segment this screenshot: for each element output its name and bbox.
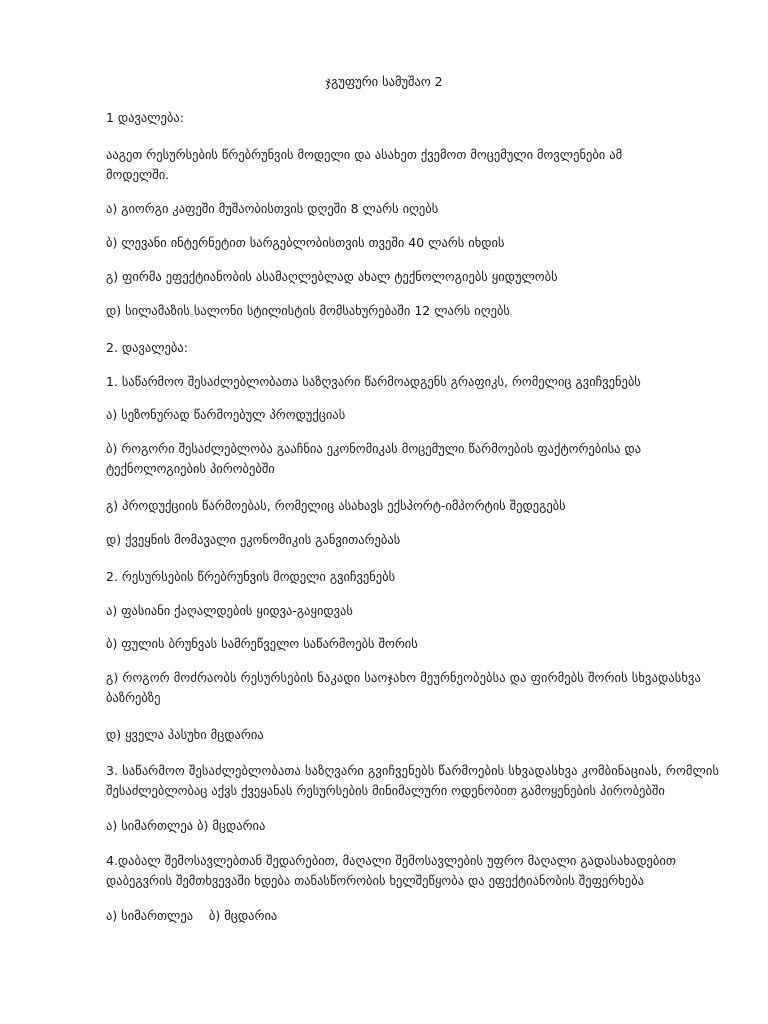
question-4-options: ა) სიმართლეა ბ) მცდარია (106, 908, 278, 923)
task-1-item-b: ბ) ლევანი ინტერნეტით სარგებლობისთვის თვეში 40 ლარს იხდის (106, 235, 505, 250)
question-3: 3. საწარმოო შესაძლებლობათა საზღვარი გვიჩვენებს წარმოების სხვადასხვა კომბინაციას, რომლის (106, 763, 720, 778)
question-1-option-d: დ) ქვეყნის მომავალი ეკონომიკის განვითარებას (106, 532, 401, 547)
question-1-option-a: ა) სეზონურად წარმოებულ პროდუქციას (106, 407, 346, 422)
question-1-option-b-cont: ტექნოლოგიების პირობებში (106, 461, 275, 476)
task-1-instruction-cont: მოდელში. (106, 167, 170, 182)
question-2: 2. რესურსების წრებრუნვის მოდელი გვიჩვენებს (106, 569, 396, 584)
document-title: ჯგუფური სამუშაო 2 (325, 74, 443, 89)
task-1-instruction: ააგეთ რესურსების წრებრუნვის მოდელი და ასახეთ ქვემოთ მოცემული მოვლენები ამ (106, 147, 623, 162)
task-1-item-a: ა) გიორგი კაფეში მუშაობისთვის დღეში 8 ლარს იღებს (106, 201, 439, 216)
question-4: 4.დაბალ შემოსავლებთან შედარებით, მაღალი შემოსავლების უფრო მაღალი გადასახადებით (106, 853, 676, 868)
question-4-cont: დაბეგვრის შემთხვევაში ხდება თანასწორობის ხელშეწყობა და ეფექტიანობის შეფერხება (106, 873, 644, 888)
question-2-option-b: ბ) ფულის ბრუნვას სამრეწველო საწარმოებს შორის (106, 636, 418, 651)
question-1-option-b: ბ) როგორი შესაძლებლობა გააჩნია ეკონომიკას მოცემული წარმოების ფაქტორებისა და (106, 441, 642, 456)
question-2-option-g: გ) როგორ მოძრაობს რესურსების ნაკადი საოჯახო მეურნეობებსა და ფირმებს შორის სხვადასხვა (106, 670, 702, 685)
question-3-cont: შესაძლებლობაც აქვს ქვეყანას რესურსების მინიმალური ოდენობით გამოყენების პირობებში (106, 783, 665, 798)
question-1: 1. საწარმოო შესაძლებლობათა საზღვარი წარმოადგენს გრაფიკს, რომელიც გვიჩვენებს (106, 374, 641, 389)
task-1-heading: 1 დავალება: (106, 110, 184, 125)
task-2-heading: 2. დავალება: (106, 340, 188, 355)
task-1-item-d: დ) სილამაზის სალონი სტილისტის მომსახურებაში 12 ლარს იღებს (106, 303, 510, 318)
question-2-option-a: ა) ფასიანი ქაღალდების ყიდვა-გაყიდვას (106, 603, 353, 618)
question-1-option-g: გ) პროდუქციის წარმოებას, რომელიც ასახავს ექსპორტ-იმპორტის შედეგებს (106, 498, 566, 513)
question-2-option-g-cont: ბაზრებზე (106, 690, 161, 705)
task-1-item-g: გ) ფირმა ეფექტიანობის ასამაღლებლად ახალ ტექნოლოგიებს ყიდულობს (106, 269, 558, 284)
question-2-option-d: დ) ყველა პასუხი მცდარია (106, 727, 264, 742)
question-3-options: ა) სიმართლეა ბ) მცდარია (106, 818, 266, 833)
